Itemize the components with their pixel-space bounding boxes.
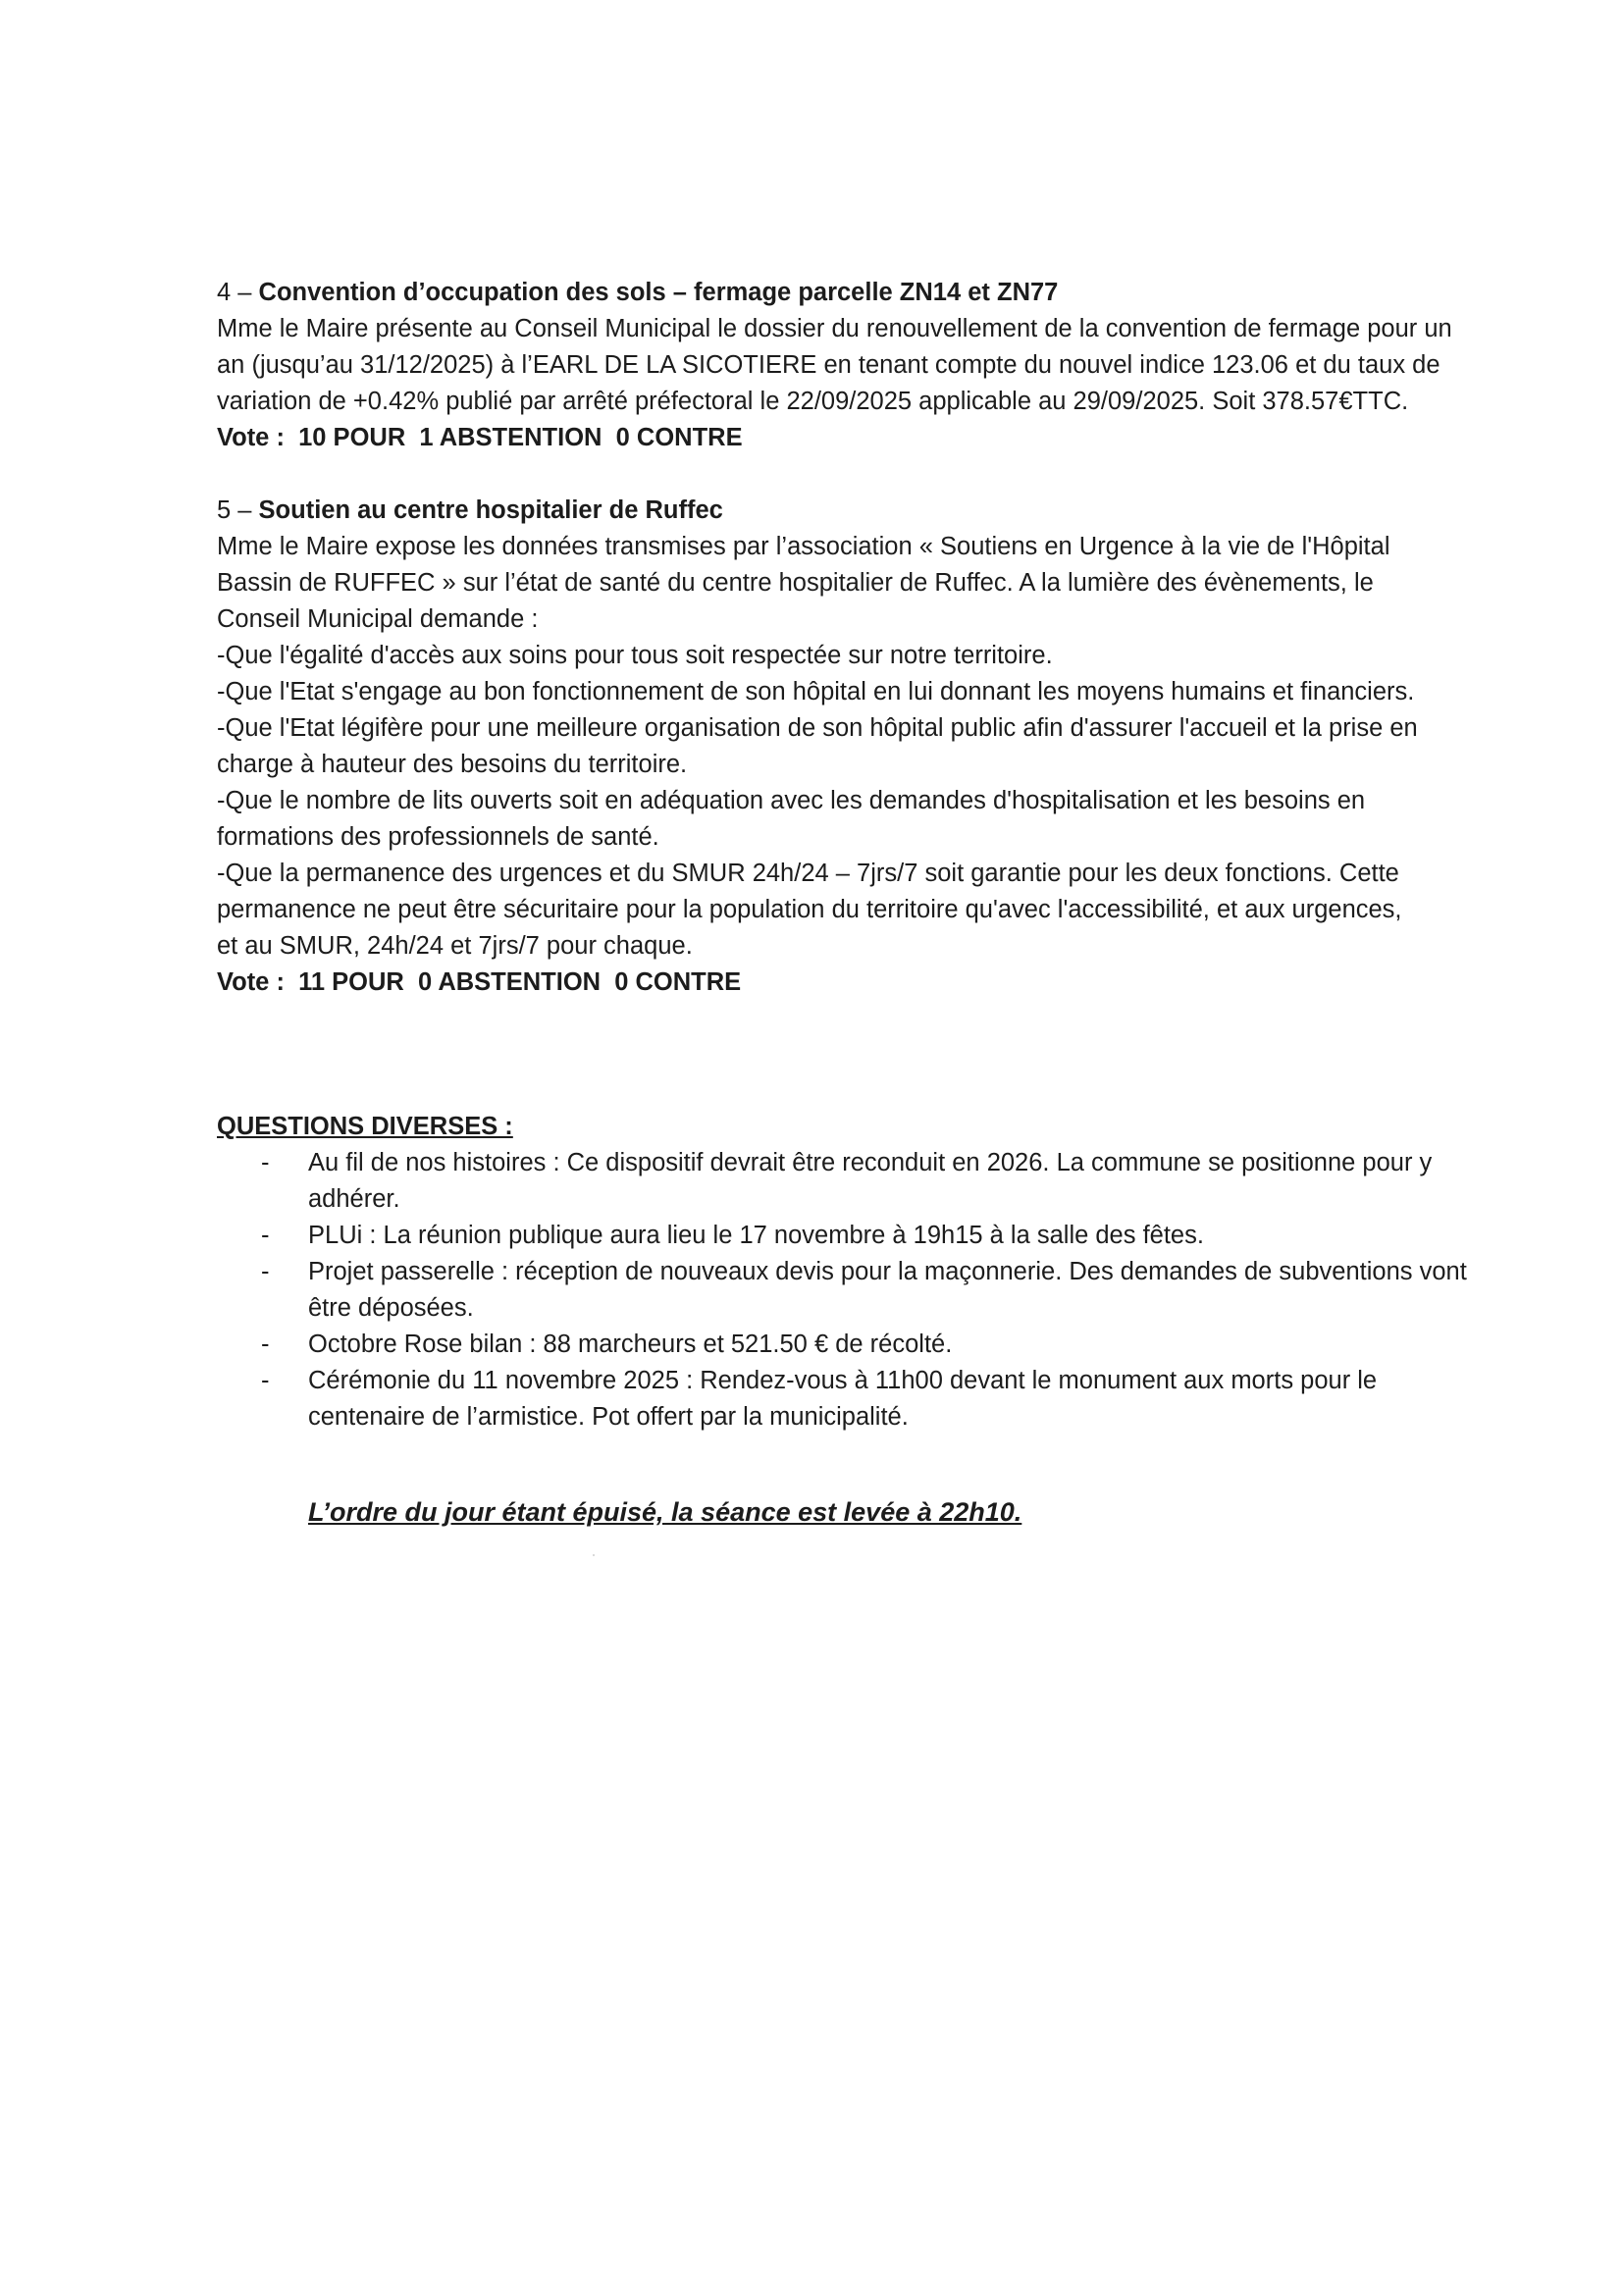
- list-dash: -: [261, 1331, 270, 1358]
- list-dash: -: [261, 1149, 270, 1176]
- question-item: [217, 1363, 1532, 1435]
- scan-speck: [593, 1554, 595, 1556]
- question-item-line: adhérer.: [308, 1185, 400, 1213]
- question-item: [217, 1254, 1532, 1327]
- question-item: [217, 1327, 1532, 1363]
- question-item-line: être déposées.: [308, 1294, 474, 1322]
- question-item-line: Projet passerelle : réception de nouveaux devis pour la maçonnerie. Des demandes de subventions vont: [308, 1258, 1467, 1285]
- agenda-item-5-heading: [217, 493, 1532, 529]
- agenda-item-5-line: formations des professionnels de santé.: [217, 823, 659, 851]
- agenda-item-5-line: Conseil Municipal demande :: [217, 605, 539, 633]
- agenda-item-5-line: -Que l'Etat s'engage au bon fonctionnement de son hôpital en lui donnant les moyens humains et financiers.: [217, 678, 1415, 705]
- question-item-line: centenaire de l’armistice. Pot offert par la municipalité.: [308, 1403, 909, 1431]
- question-item: [217, 1145, 1532, 1218]
- agenda-item-4-line: Mme le Maire présente au Conseil Municipal le dossier du renouvellement de la convention de fermage pour un: [217, 315, 1452, 342]
- agenda-item-5-line: Bassin de RUFFEC » sur l’état de santé du centre hospitalier de Ruffec. A la lumière des évènements, le: [217, 569, 1374, 597]
- question-item-line: Cérémonie du 11 novembre 2025 : Rendez-vous à 11h00 devant le monument aux morts pour le: [308, 1367, 1378, 1394]
- agenda-item-4-heading: [217, 275, 1532, 311]
- agenda-item-4-number: 4 –: [217, 279, 259, 306]
- agenda-item-5-line: -Que le nombre de lits ouverts soit en adéquation avec les demandes d'hospitalisation et les besoins en: [217, 787, 1366, 814]
- list-dash: -: [261, 1367, 270, 1394]
- agenda-item-5-line: -Que l'égalité d'accès aux soins pour tous soit respectée sur notre territoire.: [217, 642, 1053, 669]
- agenda-item-5-line: -Que l'Etat légifère pour une meilleure organisation de son hôpital public afin d'assurer l'accueil et la prise en: [217, 714, 1418, 742]
- agenda-item-4-line: variation de +0.42% publié par arrêté préfectoral le 22/09/2025 applicable au 29/09/2025. Soit 378.57€TTC.: [217, 388, 1409, 415]
- agenda-item-4: [217, 275, 1532, 456]
- question-item-line: Au fil de nos histoires : Ce dispositif devrait être reconduit en 2026. La commune se positionne pour y: [308, 1149, 1433, 1176]
- agenda-item-5-line: -Que la permanence des urgences et du SMUR 24h/24 – 7jrs/7 soit garantie pour les deux fonctions. Cette: [217, 860, 1399, 887]
- document-body: [217, 275, 1532, 1531]
- question-item: [217, 1218, 1532, 1254]
- question-item-line: Octobre Rose bilan : 88 marcheurs et 521.50 € de récolté.: [308, 1331, 953, 1358]
- list-dash: -: [261, 1222, 270, 1249]
- agenda-item-5-vote: Vote : 11 POUR 0 ABSTENTION 0 CONTRE: [217, 968, 742, 996]
- questions-list: [217, 1145, 1532, 1435]
- questions-diverses-title: QUESTIONS DIVERSES :: [217, 1113, 513, 1140]
- agenda-item-5-line: charge à hauteur des besoins du territoire.: [217, 751, 688, 778]
- agenda-item-5-line: et au SMUR, 24h/24 et 7jrs/7 pour chaque.: [217, 932, 693, 960]
- agenda-item-4-line: an (jusqu’au 31/12/2025) à l’EARL DE LA SICOTIERE en tenant compte du nouvel indice 123.06 et du taux de: [217, 351, 1440, 379]
- list-dash: -: [261, 1258, 270, 1285]
- closing-statement: L’ordre du jour étant épuisé, la séance est levée à 22h10.: [308, 1497, 1022, 1527]
- agenda-item-5-line: permanence ne peut être sécuritaire pour la population du territoire qu'avec l'accessibilité, et aux urgences,: [217, 896, 1402, 923]
- question-item-line: PLUi : La réunion publique aura lieu le 17 novembre à 19h15 à la salle des fêtes.: [308, 1222, 1204, 1249]
- agenda-item-4-vote: Vote : 10 POUR 1 ABSTENTION 0 CONTRE: [217, 424, 743, 451]
- agenda-item-5: [217, 493, 1532, 1001]
- agenda-item-5-title: Soutien au centre hospitalier de Ruffec: [258, 496, 723, 524]
- questions-diverses: [217, 1109, 1532, 1435]
- agenda-item-4-title: Convention d’occupation des sols – fermage parcelle ZN14 et ZN77: [258, 279, 1059, 306]
- agenda-item-5-number: 5 –: [217, 496, 259, 524]
- agenda-item-5-line: Mme le Maire expose les données transmises par l’association « Soutiens en Urgence à la vie de l'Hôpital: [217, 533, 1390, 560]
